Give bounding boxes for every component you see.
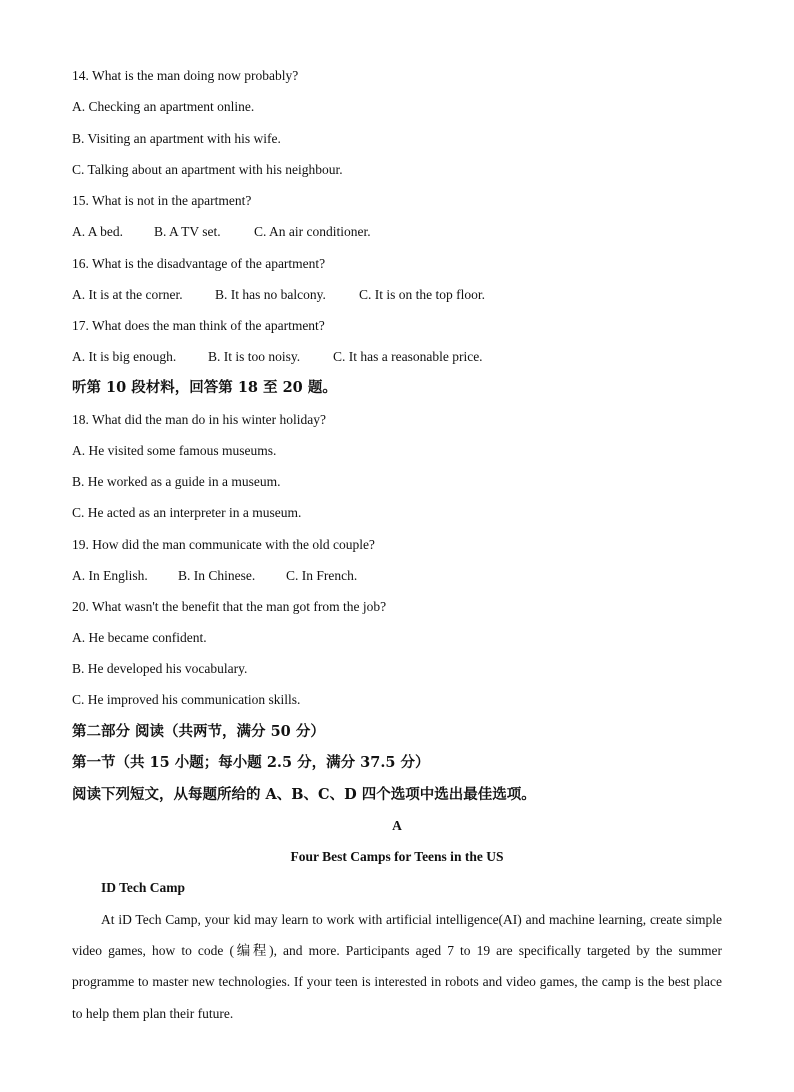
reading-instruction: 阅读下列短文，从每题所给的 A、B、C、D 四个选项中选出最佳选项。 [72, 786, 536, 803]
q20-option-a: A. He became confident. [72, 630, 207, 645]
q15-option-a: A. A bed. [72, 224, 124, 239]
q14-option-c: C. Talking about an apartment with his neighbour. [72, 162, 343, 177]
reading-section-heading: 第一节（共 15 小题；每小题 2.5 分，满分 37.5 分） [72, 754, 430, 771]
passage-label: A [392, 818, 402, 833]
q18-option-b: B. He worked as a guide in a museum. [72, 474, 281, 489]
q15-option-c: C. An air conditioner. [254, 224, 371, 239]
q16-option-a: A. It is at the corner. [72, 287, 183, 302]
q19-option-b: B. In Chinese. [178, 568, 256, 583]
q14-option-b: B. Visiting an apartment with his wife. [72, 131, 281, 146]
passage-title: Four Best Camps for Teens in the US [290, 849, 504, 864]
q20-option-c: C. He improved his communication skills. [72, 692, 301, 707]
q17-question: 17. What does the man think of the apartment? [72, 318, 325, 333]
q16-option-c: C. It is on the top floor. [359, 287, 485, 302]
q15-options [72, 224, 371, 240]
q18-option-a: A. He visited some famous museums. [72, 443, 277, 458]
q20-option-b: B. He developed his vocabulary. [72, 661, 248, 676]
q18-option-c: C. He acted as an interpreter in a museum. [72, 505, 302, 520]
q17-option-b: B. It is too noisy. [208, 349, 301, 364]
q14-option-a: A. Checking an apartment online. [72, 99, 255, 114]
q19-option-a: A. In English. [72, 568, 148, 583]
q17-options [72, 349, 483, 365]
q16-question: 16. What is the disadvantage of the apartment? [72, 256, 326, 271]
q16-options [72, 287, 485, 303]
q14-question: 14. What is the man doing now probably? [72, 68, 299, 83]
q16-option-b: B. It has no balcony. [215, 287, 326, 302]
q15-question: 15. What is not in the apartment? [72, 193, 252, 208]
q18-question: 18. What did the man do in his winter holiday? [72, 412, 326, 427]
section10-instruction: 听第 10 段材料，回答第 18 至 20 题。 [72, 379, 337, 396]
q17-option-c: C. It has a reasonable price. [333, 349, 483, 364]
q19-question: 19. How did the man communicate with the old couple? [72, 537, 375, 552]
reading-part-heading: 第二部分 阅读（共两节，满分 50 分） [72, 723, 325, 740]
camp1-name: ID Tech Camp [101, 880, 186, 895]
camp1-paragraph: At iD Tech Camp, your kid may learn to work with artificial intelligence(AI) and machine learning, create simple video games, how to code (编程), and more. Participants aged 7 to 19 are specifically targeted by the summer programme to master new technologies. If your teen is interested in robots and video games, the camp is the best place to help them plan their future. [72, 912, 722, 1021]
q19-options [72, 568, 357, 584]
q19-option-c: C. In French. [286, 568, 358, 583]
q15-option-b: B. A TV set. [154, 224, 221, 239]
q20-question: 20. What wasn't the benefit that the man got from the job? [72, 599, 387, 614]
q17-option-a: A. It is big enough. [72, 349, 177, 364]
